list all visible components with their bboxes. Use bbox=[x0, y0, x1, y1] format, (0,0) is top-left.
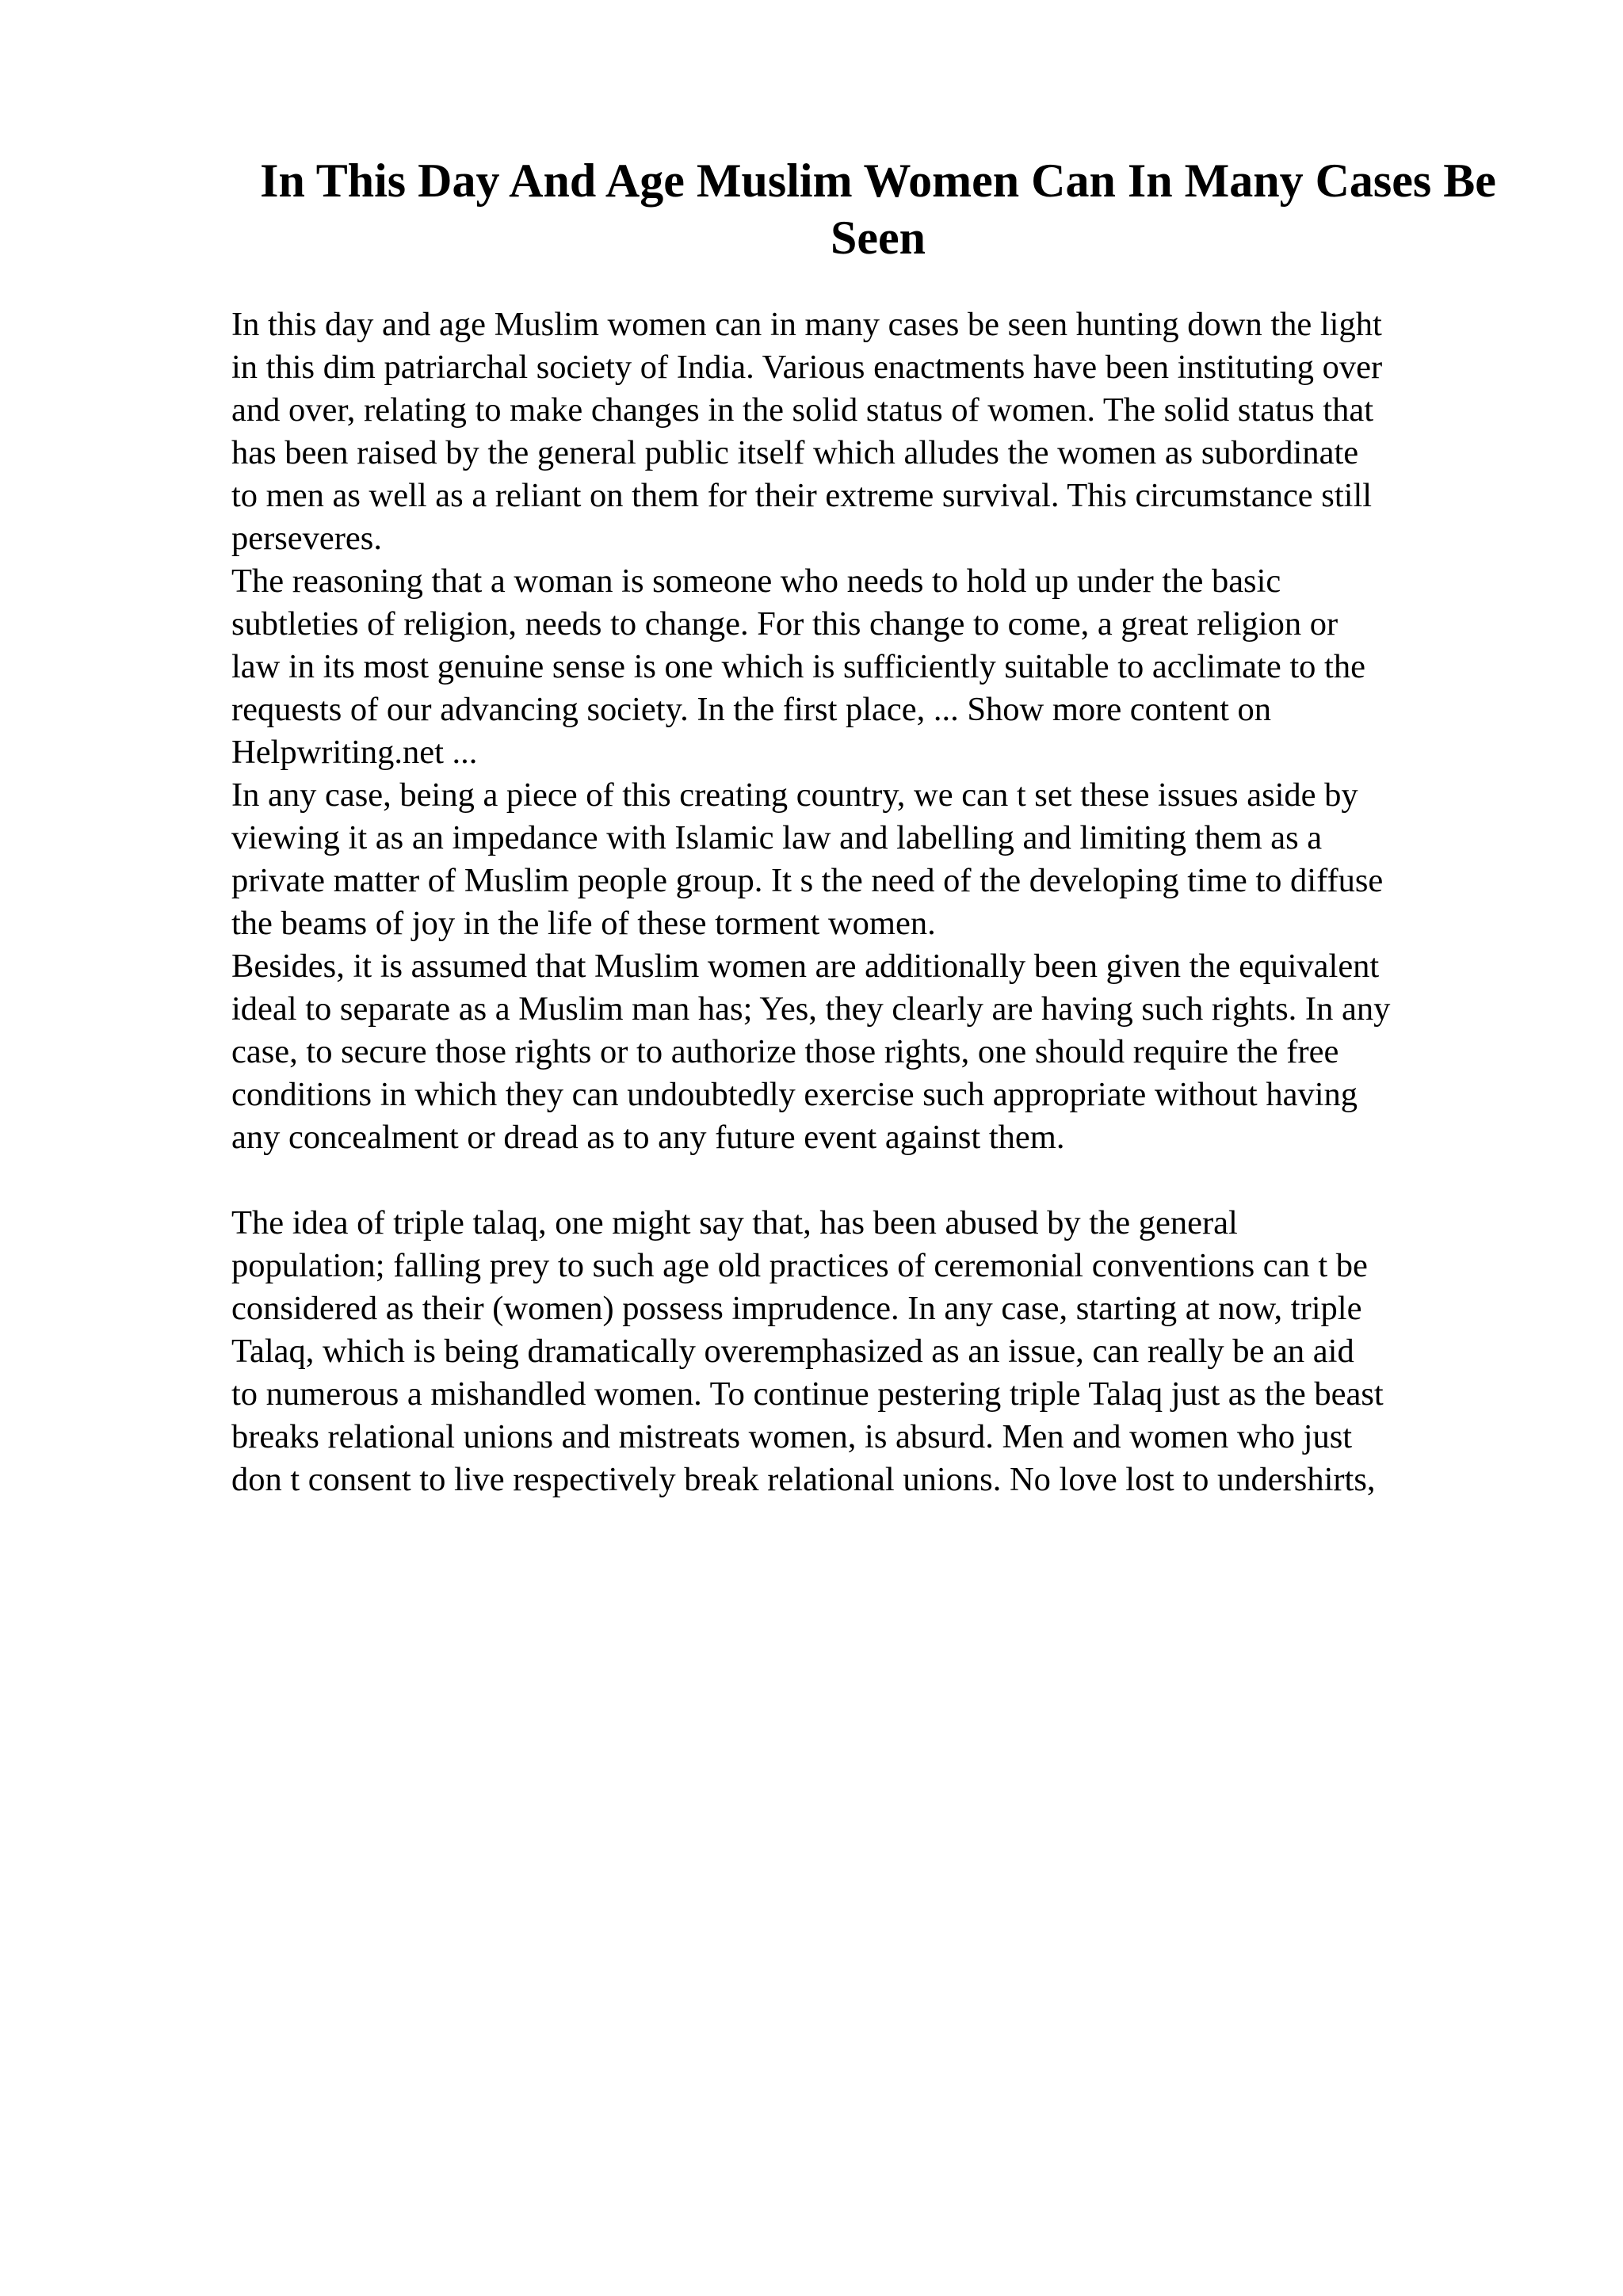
body-line: In any case, being a piece of this creating country, we can t set these issues aside by bbox=[231, 776, 1358, 814]
body-line: population; falling prey to such age old practices of ceremonial conventions can t be bbox=[231, 1247, 1368, 1284]
body-line: private matter of Muslim people group. It s the need of the developing time to diffuse bbox=[231, 862, 1384, 899]
body-line: In this day and age Muslim women can in many cases be seen hunting down the light bbox=[231, 306, 1382, 343]
body-line: conditions in which they can undoubtedly exercise such appropriate without having bbox=[231, 1076, 1358, 1113]
document-body bbox=[231, 303, 1531, 1501]
body-line: Helpwriting.net ... bbox=[231, 734, 478, 771]
body-line: and over, relating to make changes in the solid status of women. The solid status that bbox=[231, 391, 1374, 429]
body-line: law in its most genuine sense is one which is sufficiently suitable to acclimate to the bbox=[231, 648, 1365, 685]
body-line: ideal to separate as a Muslim man has; Yes, they clearly are having such rights. In any bbox=[231, 990, 1391, 1028]
body-line: to numerous a mishandled women. To continue pestering triple Talaq just as the beast bbox=[231, 1375, 1384, 1413]
body-line: case, to secure those rights or to authorize those rights, one should require the free bbox=[231, 1033, 1339, 1070]
body-line: perseveres. bbox=[231, 520, 382, 557]
body-line: in this dim patriarchal society of India. Various enactments have been instituting over bbox=[231, 349, 1383, 386]
body-line: to men as well as a reliant on them for their extreme survival. This circumstance still bbox=[231, 477, 1373, 514]
body-line: considered as their (women) possess imprudence. In any case, starting at now, triple bbox=[231, 1290, 1362, 1327]
body-line: the beams of joy in the life of these torment women. bbox=[231, 905, 936, 942]
body-line: subtleties of religion, needs to change. For this change to come, a great religion or bbox=[231, 605, 1338, 643]
body-line: requests of our advancing society. In the first place, ... Show more content on bbox=[231, 691, 1272, 728]
document-title: In This Day And Age Muslim Women Can In Many Cases Be Seen bbox=[260, 154, 1496, 264]
body-line: Besides, it is assumed that Muslim women are additionally been given the equivalent bbox=[231, 948, 1380, 985]
body-line: The reasoning that a woman is someone who needs to hold up under the basic bbox=[231, 563, 1281, 600]
paragraph-gap bbox=[231, 1159, 1531, 1202]
body-line: Talaq, which is being dramatically overemphasized as an issue, can really be an aid bbox=[231, 1333, 1354, 1370]
body-line: has been raised by the general public itself which alludes the women as subordinate bbox=[231, 434, 1359, 471]
body-line: any concealment or dread as to any future event against them. bbox=[231, 1119, 1065, 1156]
body-line: don t consent to live respectively break relational unions. No love lost to undershirts, bbox=[231, 1461, 1376, 1498]
body-line: breaks relational unions and mistreats women, is absurd. Men and women who just bbox=[231, 1418, 1353, 1455]
body-line: viewing it as an impedance with Islamic law and labelling and limiting them as a bbox=[231, 819, 1323, 856]
body-line: The idea of triple talaq, one might say that, has been abused by the general bbox=[231, 1204, 1238, 1241]
